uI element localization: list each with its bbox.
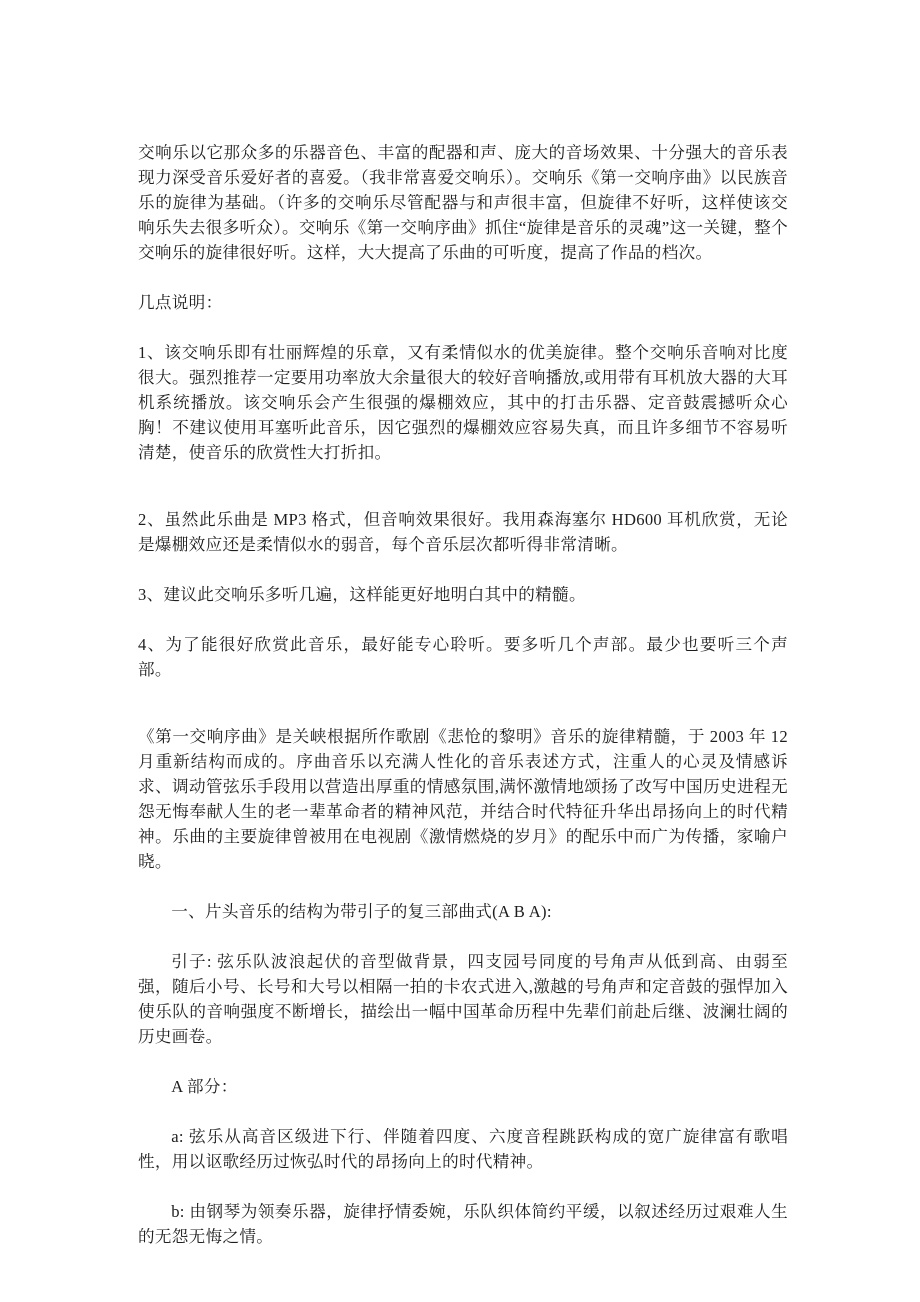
part-a-item-a: a: 弦乐从高音区级进下行、伴随着四度、六度音程跳跃构成的宽广旋律富有歌唱性，用以讴歌经历过恢弘时代的昂扬向上的时代精神。 bbox=[138, 1127, 788, 1171]
note-item-4: 4、为了能很好欣赏此音乐，最好能专心聆听。要多听几个声部。最少也要听三个声部。 bbox=[138, 635, 788, 679]
note-item-2: 2、虽然此乐曲是 MP3 格式，但音响效果很好。我用森海塞尔 HD600 耳机欣赏，无论是爆棚效应还是柔情似水的弱音，每个音乐层次都听得非常清晰。 bbox=[138, 510, 788, 554]
work-intro-paragraph: 《第一交响序曲》是关峡根据所作歌剧《悲怆的黎明》音乐的旋律精髓，于 2003 年 12 月重新结构而成的。序曲音乐以充满人性化的音乐表述方式，注重人的心灵及情感诉求、调动管弦乐手段用以营造出厚重的情感氛围,满怀激情地颂扬了改写中国历史进程无怨无悔奉献人生的老一辈革命者的精神风范，并结合时代特征升华出昂扬向上的时代精神。乐曲的主要旋律曾被用在电视剧《激情燃烧的岁月》的配乐中而广为传播，家喻户晓。 bbox=[138, 727, 788, 871]
intro-paragraph: 交响乐以它那众多的乐器音色、丰富的配器和声、庞大的音场效果、十分强大的音乐表现力深受音乐爱好者的喜爱。（我非常喜爱交响乐）。交响乐《第一交响序曲》以民族音乐的旋律为基础。（许多的交响乐尽管配器与和声很丰富，但旋律不好听，这样使该交响乐失去很多听众）。交响乐《第一交响序曲》抓住“旋律是音乐的灵魂”这一关键，整个交响乐的旋律很好听。这样，大大提高了乐曲的可听度，提高了作品的档次。 bbox=[138, 143, 788, 262]
structure-heading: 一、片头音乐的结构为带引子的复三部曲式(A B A): bbox=[171, 902, 552, 921]
introduction-paragraph: 引子: 弦乐队波浪起伏的音型做背景，四支园号同度的号角声从低到高、由弱至强，随后小号、长号和大号以相隔一拍的卡农式进入,激越的号角声和定音鼓的强悍加入使乐队的音响强度不断增长，描绘出一幅中国革命历程中先辈们前赴后继、波澜壮阔的历史画卷。 bbox=[138, 952, 788, 1046]
part-a-item-b: b: 由钢琴为领奏乐器，旋律抒情委婉，乐队织体简约平缓，以叙述经历过艰难人生的无怨无悔之情。 bbox=[138, 1202, 788, 1246]
part-a-heading: A 部分： bbox=[171, 1077, 238, 1096]
note-item-3: 3、建议此交响乐多听几遍，这样能更好地明白其中的精髓。 bbox=[138, 585, 586, 604]
note-item-1: 1、该交响乐即有壮丽辉煌的乐章，又有柔情似水的优美旋律。整个交响乐音响对比度很大。强烈推荐一定要用功率放大余量很大的较好音响播放,或用带有耳机放大器的大耳机系统播放。该交响乐会产生很强的爆棚效应，其中的打击乐器、定音鼓震撼听众心胸！不建议使用耳塞听此音乐，因它强烈的爆棚效应容易失真，而且许多细节不容易听清楚，使音乐的欣赏性大打折扣。 bbox=[138, 343, 788, 462]
notes-heading: 几点说明： bbox=[138, 293, 223, 312]
